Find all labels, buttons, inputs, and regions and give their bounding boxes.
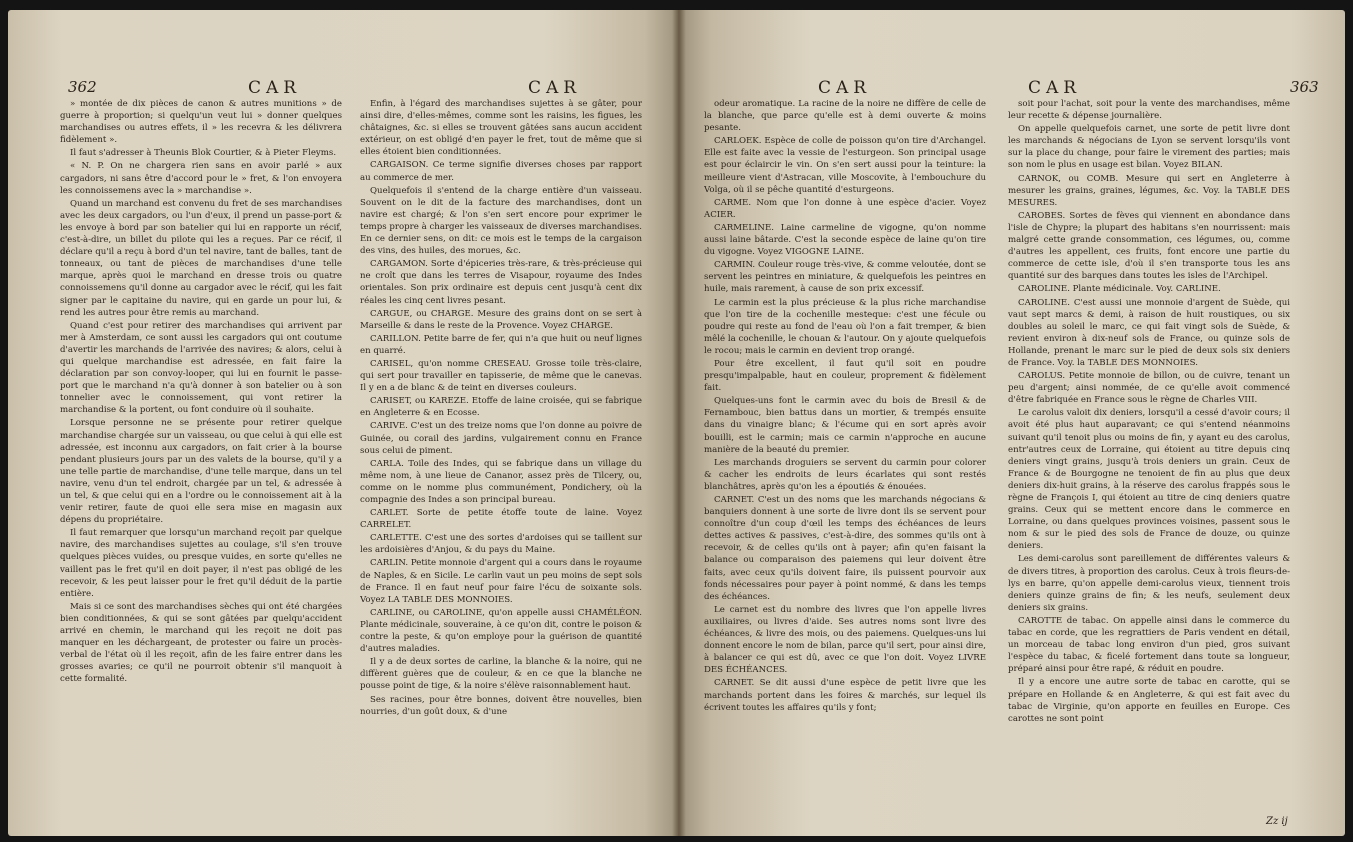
paragraph: Enfin, à l'égard des marchandises sujettes à se gâter, pour ainsi dire, d'elles-mêmes, comme sont les raisins, les figues, les châtaignes, &c. si elles se trouvent gâtées sans aucun accident extérieur, on est obligé d'en payer le fret, tout de même que si elles étoient bien conditionnées. (360, 99, 642, 158)
paragraph: CARIVE. C'est un des treize noms que l'on donne au poivre de Guinée, ou corail des jardins, vulgairement connu en France sous celui de piment. (360, 421, 642, 456)
running-head-right-col2: CAR (1028, 78, 1082, 98)
paragraph: On appelle quelquefois carnet, une sorte de petit livre dont les marchands & négocians de Lyon se servent lorsqu'ils vont sur la place du change, pour faire le virement des parties; mais son nom le plus en usage est bilan. Voyez BILAN. (1008, 124, 1290, 171)
paragraph: Quelquefois il s'entend de la charge entière d'un vaisseau. Souvent on le dit de la facture des marchandises, dont un navire est chargé; & l'on s'en sert encore pour exprimer le temps propre à charger les vaisseaux de diverses marchandises. En ce dernier sens, on dit: ce mois est le temps de la cargaison des vins, des huiles, des morues, &c. (360, 185, 642, 257)
paragraph: » montée de dix pièces de canon & autres munitions » de guerre à proportion; si quelqu'un veut lui » donner quelques marchandises ou autres effets, il » les recevra & les délivrera fidèlement ». (60, 99, 342, 146)
right-page-column-1 (704, 98, 986, 823)
paragraph: Mais si ce sont des marchandises sèches qui ont été chargées bien conditionnées, & qui se sont gâtées par quelqu'accident arrivé en chemin, le marchand qui les reçoit ne doit pas manquer en les déchargeant, de protester ou faire un procès-verbal de l'état où il les reçoit, afin de les faire entrer dans les grosses avaries; ce qu'il ne pourroit obtenir s'il manquoit à cette formalité. (60, 601, 342, 685)
paragraph: CAROLINE. C'est aussi une monnoie d'argent de Suède, qui vaut sept marcs & demi, à raison de huit roustiques, ou six doubles au soleil le marc, ce qui fait vingt sols de Suède, & revient environ à dix-neuf sols de France, ou quinze sols de Hollande, prenant le marc sur le pied de deux sols six deniers de France. Voy. la TABLE DES MONNOIES. (1008, 297, 1290, 368)
paragraph: Les demi-carolus sont pareillement de différentes valeurs & de divers titres, à proportion des carolus. Ceux à trois fleurs-de-lys en barre, qu'on appelle demi-carolus vieux, tiennent trois deniers quinze grains de fin; & les neufs, seulement deux deniers six grains. (1008, 554, 1290, 613)
paragraph: CARGAISON. Ce terme signifie diverses choses par rapport au commerce de mer. (360, 160, 642, 183)
right-page (678, 10, 1345, 836)
signature-mark: Zz ij (1266, 816, 1288, 827)
paragraph: CARLETTE. C'est une des sortes d'ardoises qui se taillent sur les ardoisières d'Anjou, & du pays du Maine. (360, 533, 642, 556)
paragraph: CARLET. Sorte de petite étoffe toute de laine. Voyez CARRELET. (360, 508, 642, 531)
running-head-right-col1: CAR (818, 78, 872, 98)
paragraph: CAROLUS. Petite monnoie de billon, ou de cuivre, tenant un peu d'argent; ainsi nommée, de ce qu'elle avoit commencé d'être fabriquée en France sous le règne de Charles VIII. (1008, 371, 1290, 406)
paragraph: CARLA. Toile des Indes, qui se fabrique dans un village du même nom, à une lieue de Cananor, assez près de Tilcery, ou, comme on le nomme plus communément, Pondichery, où la compagnie des Indes a son principal bureau. (360, 458, 642, 505)
paragraph: CARISEL, qu'on nomme CRESEAU. Grosse toile très-claire, qui sert pour travailler en tapisserie, de même que le canevas. Il y en a de blanc & de teint en diverses couleurs. (360, 358, 642, 394)
paragraph: Quand un marchand est convenu du fret de ses marchandises avec les deux cargadors, ou l'un d'eux, il prend un passe-port & les envoye à bord par son batelier qui lui en rapporte un récif, c'est-à-dire, un billet du pilote qui les a reçues. Par ce récif, il déclare qu'il a reçu à bord d'un tel navire, tant de balles, tant de tonneaux, ou tant de pièces de marchandises d'une telle marque, après quoi le marchand en dresse trois ou quatre connoissemens qu'il donne au cargador avec le récif, qui les fait signer par le capitaine du navire, qui en garde un pour lui, & rend les autres pour être remis au marchand. (60, 198, 342, 318)
paragraph: Quand c'est pour retirer des marchandises qui arrivent par mer à Amsterdam, ce sont aussi les cargadors qui ont coutume d'avertir les marchands de l'arrivée des navires; & alors, celui à qui quelque marchandise est adressée, en fait faire la déclaration par son convoy-looper, qui lui en fournit le passe-port que le marchand n'a qu'à donner à son batelier ou à son tonnelier avec le connoissement, qui vont retirer la marchandise & la portent, ou font conduire où il souhaite. (60, 320, 342, 416)
paragraph: CARMELINE. Laine carmeline de vigogne, qu'on nomme aussi laine bâtarde. C'est la seconde espèce de laine qu'on tire du vigogne. Voyez VIGOGNE LAINE. (704, 222, 986, 258)
book-gutter (672, 10, 686, 836)
paragraph: Il y a encore une autre sorte de tabac en carotte, qui se prépare en Hollande & en Angleterre, & qui est fait avec du tabac de Virginie, qu'on apporte en feuilles en Europe. Ces carottes ne sont point (1008, 677, 1290, 724)
paragraph: CARNOK, ou COMB. Mesure qui sert en Angleterre à mesurer les grains, graines, légumes, &c. Voy. la TABLE DES MESURES. (1008, 173, 1290, 208)
paragraph: Quelques-uns font le carmin avec du bois de Bresil & de Fernambouc, bien battus dans un mortier, & trempés ensuite dans du vinaigre blanc; & l'écume qui en sort après avoir bouilli, est le carmin; mais ce carmin n'approche en aucune manière de la beauté du premier. (704, 396, 986, 455)
paragraph: Pour être excellent, il faut qu'il soit en poudre presqu'impalpable, haut en couleur, proprement & fidèlement fait. (704, 358, 986, 394)
paragraph: « N. P. On ne chargera rien sans en avoir parlé » aux cargadors, ni sans être d'accord pour le » fret, & l'on envoyera les connoissemens avec la » marchandise ». (60, 161, 342, 196)
paragraph: CARGUE, ou CHARGE. Mesure des grains dont on se sert à Marseille & dans le reste de la Provence. Voyez CHARGE. (360, 308, 642, 331)
paragraph: Le carmin est la plus précieuse & la plus riche marchandise que l'on tire de la cochenille mesteque: c'est une fécule ou poudre qui reste au fond de l'eau où l'on a fait tremper, & bien mêlé la cochenille, le chouan & l'autour. On y ajoute quelquefois le rocou; mais le carmin en devient trop orangé. (704, 297, 986, 356)
paragraph: soit pour l'achat, soit pour la vente des marchandises, même leur recette & dépense journalière. (1008, 99, 1290, 122)
left-page-column-1 (60, 98, 342, 823)
paragraph: CARLINE, ou CAROLINE, qu'on appelle aussi CHAMÉLÉON. Plante médicinale, souveraine, à ce qu'on dit, contre le poison & contre la peste, & qu'on employe pour la guérison de quantité d'autres maladies. (360, 607, 642, 655)
paragraph: CARNET. Se dit aussi d'une espèce de petit livre que les marchands portent dans les foires & marchés, sur lequel ils écrivent toutes les affaires qu'ils y font; (704, 678, 986, 713)
paragraph: Le carnet est du nombre des livres que l'on appelle livres auxiliaires, ou livres d'aide. Ses autres noms sont livre des échéances, & livre des mois, ou des paiemens. Quelques-uns lui donnent encore le nom de bilan, parce qu'il sert, pour ainsi dire, à balancer ce qui est dû, avec ce que l'on doit. Voyez LIVRE DES ÉCHÉANCES. (704, 604, 986, 676)
paragraph: Lorsque personne ne se présente pour retirer quelque marchandise chargée sur un vaisseau, ou que celui à qui elle est adressée, est inconnu aux cargadors, on fait crier à la bourse pendant plusieurs jours par un des valets de la bourse, qu'il y a une telle partie de marchandise, d'une telle marque, dans un tel navire, venu d'un tel endroit, chargée par un tel, & adressée à un tel, & que celui qui en a l'ordre ou le connoissement ait à la venir retirer, faute de quoi elle sera mise en magasin aux dépens du propriétaire. (60, 418, 342, 526)
page-number-right: 363 (1290, 78, 1319, 96)
right-page-column-2 (1008, 98, 1290, 823)
paragraph: CARILLON. Petite barre de fer, qui n'a que huit ou neuf lignes en quarré. (360, 333, 642, 356)
page-number-left: 362 (68, 78, 97, 96)
paragraph: Il faut s'adresser à Theunis Blok Courtier, & à Pieter Fleyms. (70, 148, 337, 159)
paragraph: CARISET, ou KAREZE. Etoffe de laine croisée, qui se fabrique en Angleterre & en Ecosse. (360, 396, 642, 419)
paragraph: Les marchands droguiers se servent du carmin pour colorer & cacher les endroits de leurs écarlates qui sont restés blanchâtres, après qu'on les a époutiés & énouées. (704, 457, 986, 492)
paragraph: CARME. Nom que l'on donne à une espèce d'acier. Voyez ACIER. (704, 197, 986, 220)
running-head-left-col2: CAR (528, 78, 582, 98)
paragraph: CARMIN. Couleur rouge très-vive, & comme veloutée, dont se servent les peintres en miniature, & quelquefois les peintres en huile, mais rarement, à cause de son prix excessif. (704, 260, 986, 295)
paragraph: odeur aromatique. La racine de la noire ne diffère de celle de la blanche, que parce qu'elle est à demi ouverte & moins pesante. (704, 99, 986, 134)
paragraph: CARNET. C'est un des noms que les marchands négocians & banquiers donnent à une sorte de livre dont ils se servent pour connoître d'un coup d'œil les temps des échéances de leurs dettes actives & passives, c'est-à-dire, des sommes qu'ils ont à recevoir, & de celles qu'ils ont à payer; afin qu'en faisant la balance ou comparaison des paiemens qui leur doivent être faits, avec ceux qu'ils doivent faire, ils puissent pourvoir aux fonds nécessaires pour payer à point nommé, & dans les temps des échéances. (704, 495, 986, 602)
left-page-column-2 (360, 98, 642, 823)
paragraph: CAROBES. Sortes de fèves qui viennent en abondance dans l'isle de Chypre; la plupart des habitans s'en nourrissent: mais malgré cette grande consommation, ces légumes, ou, comme d'autres les appellent, ces fruits, font encore une partie du commerce de cette isle, d'où il s'en transporte tous les ans quantité sur des barques dans toutes les isles de l'Archipel. (1008, 210, 1290, 282)
paragraph: CARGAMON. Sorte d'épiceries très-rare, & très-précieuse qui ne croît que dans les terres de Visapour, royaume des Indes orientales. Son prix ordinaire est depuis cent jusqu'à cent dix réales les cinq cent livres pesant. (360, 259, 642, 306)
paragraph: Il y a de deux sortes de carline, la blanche & la noire, qui ne diffèrent guères que de couleur, & en ce que la blanche ne pousse point de tige, & la noire s'élève raisonnablement haut. (360, 657, 642, 692)
paragraph: CARLIN. Petite monnoie d'argent qui a cours dans le royaume de Naples, & en Sicile. Le carlin vaut un peu moins de sept sols de France. Il en faut neuf pour faire l'écu de soixante sols. Voyez LA TABLE DES MONNOIES. (360, 558, 642, 605)
paragraph: Ses racines, pour être bonnes, doivent être nouvelles, bien nourries, d'un goût doux, & d'une (360, 694, 642, 717)
left-page (8, 10, 678, 836)
paragraph: Le carolus valoit dix deniers, lorsqu'il a cessé d'avoir cours; il avoit été plus haut auparavant; ce qui s'entend néanmoins suivant qu'il tenoit plus ou moins de fin, y ayant eu des carolus, entr'autres ceux de Lorraine, qui étoient au titre depuis cinq deniers vingt grains, jusqu'à trois deniers un grain. Ceux de France & de Bourgogne ne tenoient de fin au plus que deux deniers dix-huit grains, à la réserve des carolus frappés sous le règne de François I, qui étoient au titre de cinq deniers quatre grains. Ceux qui se mettent encore dans le commerce en Lorraine, ou dans quelques provinces voisines, passent sous le nom & sur le pied des sols de France de douze, ou quinze deniers. (1008, 408, 1290, 552)
running-head-left-col1: CAR (248, 78, 302, 98)
paragraph: CAROLINE. Plante médicinale. Voy. CARLINE. (1018, 284, 1221, 295)
paragraph: CARLOEK. Espèce de colle de poisson qu'on tire d'Archangel. Elle est faite avec la vessie de l'esturgeon. Son principal usage est pour éclaircir le vin. On s'en sert aussi pour la teinture: la meilleure vient d'Astracan, ville Moscovite, à l'embouchure du Volga, où il se pêche quantité d'esturgeons. (704, 136, 986, 195)
paragraph: Il faut remarquer que lorsqu'un marchand reçoit par quelque navire, des marchandises sujettes au coulage, s'il s'en trouve quelques pièces vuides, ou presque vuides, en sorte qu'elles ne vaillent pas le fret qu'il en doit payer, il n'est pas obligé de les recevoir, & les peut laisser pour le fret qu'il déduit de la partie entière. (60, 528, 342, 599)
paragraph: CAROTTE de tabac. On appelle ainsi dans le commerce du tabac en corde, que les regrattiers de Paris vendent en détail, un morceau de tabac long environ d'un pied, gros suivant l'espèce du tabac, & ficelé fortement dans toute sa longueur, préparé ainsi pour être rapé, & réduit en poudre. (1008, 615, 1290, 675)
